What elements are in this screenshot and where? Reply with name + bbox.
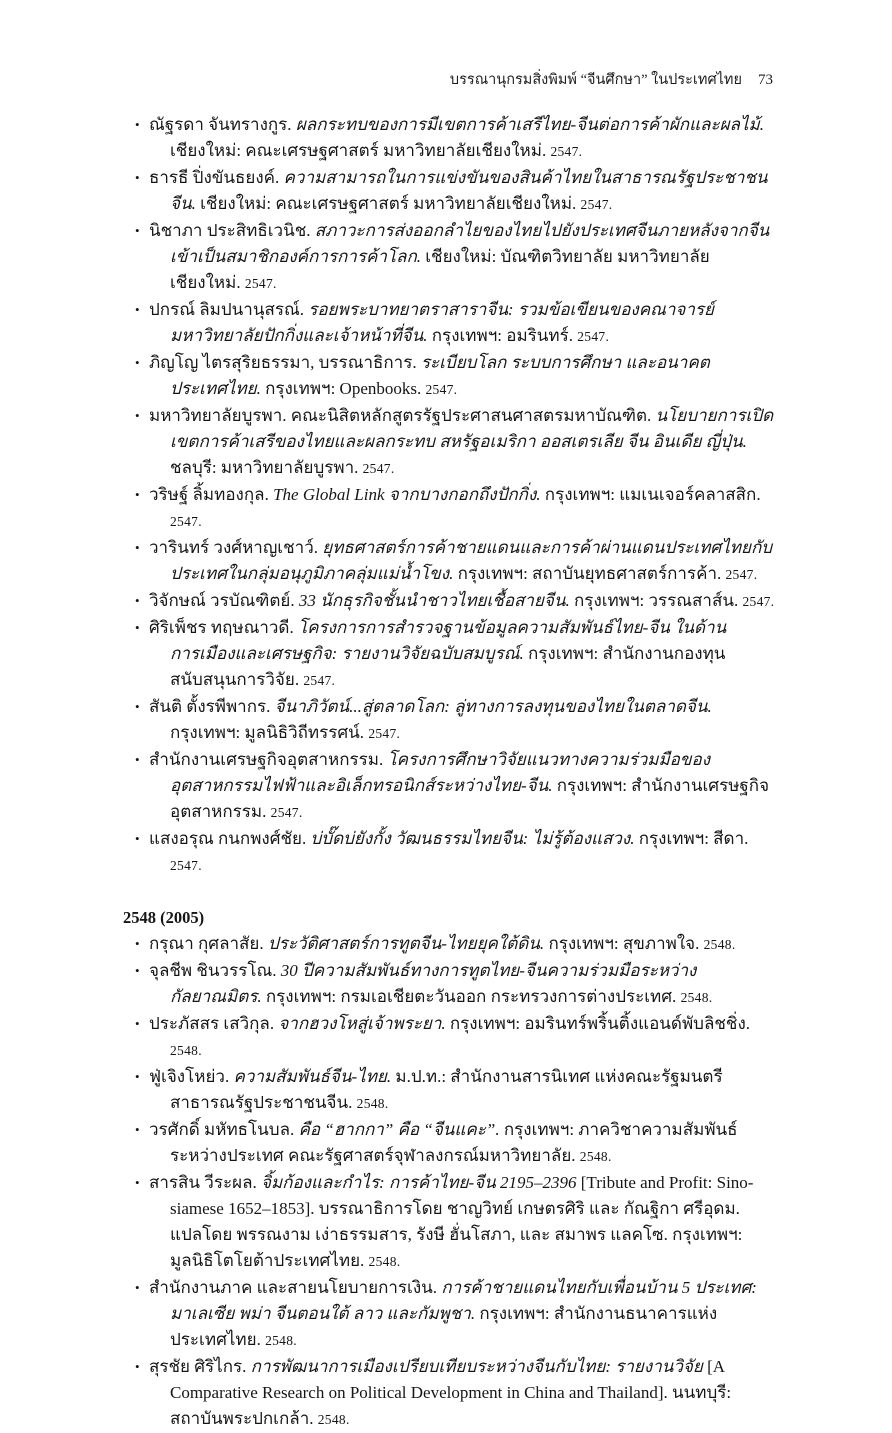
entry-segment-italic: ยุทธศาสตร์การค้าชายแดนและการค้าผ่านแดนประเทศไทยกับประเทศในกลุ่มอนุภูมิภาคลุ่มแม่น้ำโขง. <box>170 538 773 583</box>
entry-segment-year: 2547. <box>725 567 758 582</box>
entry-segment-year: 2547. <box>270 805 303 820</box>
entry-segment-italic: ผลกระทบของการมีเขตการค้าเสรีไทย-จีนต่อการค้าผักและผลไม้. <box>295 115 764 134</box>
entry-segment-regular: จุลชีพ ชินวรรโณ. <box>149 961 281 980</box>
entry-segment-italic: จีนาภิวัตน์...สู่ตลาดโลก: ลู่ทางการลงทุนของไทยในตลาดจีน. <box>274 697 712 716</box>
entry-segment-year: 2548. <box>680 990 713 1005</box>
bibliography-entry <box>123 1354 775 1433</box>
entry-segment-regular: วารินทร์ วงศ์หาญเชาว์. <box>149 538 323 557</box>
bullet-icon: • <box>135 593 140 608</box>
entry-segment-italic: สภาวะการส่งออกลำไยของไทยไปยังประเทศจีนภายหลังจากจีนเข้าเป็นสมาชิกองค์การการค้าโลก. <box>170 221 770 266</box>
entry-segment-regular: กรุงเทพฯ: กรมเอเชียตะวันออก กระทรวงการต่างประเทศ. <box>261 987 681 1006</box>
entry-segment-regular: ณัฐรดา จันทรางกูร. <box>149 115 296 134</box>
entry-segment-regular: กรุงเทพฯ: อมรินทร์พริ้นติ้งแอนด์พับลิชชิ่ง. <box>445 1014 751 1033</box>
bullet-icon: • <box>135 1175 140 1190</box>
entry-segment-regular: [Tribute and Profit: Sino-siamese 1652–1853]. บรรณาธิการโดย ชาญวิทย์ เกษตรศิริ และ กัณฐิกา ศรีอุดม. แปลโดย พรรณงาม เง่าธรรมสาร, รังษี ฮั่นโสภา, และ สมาพร แลคโซ. กรุงเทพฯ: มูลนิธิโตโยต้าประเทศไทย. <box>170 1173 754 1270</box>
entry-segment-regular: ปกรณ์ ลิมปนานุสรณ์. <box>149 300 309 319</box>
entry-segment-regular: ประภัสสร เสวิกุล. <box>149 1014 279 1033</box>
entry-segment-italic: การพัฒนาการเมืองเปรียบเทียบระหว่างจีนกับไทย: รายงานวิจัย <box>250 1357 703 1376</box>
entry-segment-regular: สันติ ตั้งรพีพากร. <box>149 697 275 716</box>
bibliography-entry <box>123 218 775 297</box>
entry-segment-regular: เชียงใหม่: คณะเศรษฐศาสตร์ มหาวิทยาลัยเชียงใหม่. <box>170 141 551 160</box>
bibliography-entry <box>123 931 775 958</box>
entry-segment-year: 2548. <box>703 937 736 952</box>
entry-segment-regular: กรุงเทพฯ: วรรณสาส์น. <box>569 591 743 610</box>
bibliography-entry <box>123 588 775 615</box>
entry-segment-regular: กรุณา กุศลาสัย. <box>149 934 268 953</box>
running-header-title: บรรณานุกรมสิ่งพิมพ์ “จีนศึกษา” ในประเทศไทย <box>449 72 742 88</box>
bibliography-entry <box>123 535 775 588</box>
entry-segment-regular: กรุงเทพฯ: สุขภาพใจ. <box>544 934 704 953</box>
page-number: 73 <box>758 72 773 88</box>
entry-segment-regular: สำนักงานภาค และสายนโยบายการเงิน. <box>149 1278 442 1297</box>
entry-segment-year: 2548. <box>368 1254 401 1269</box>
entry-segment-year: 2548. <box>356 1096 389 1111</box>
entry-segment-italic: 30 ปีความสัมพันธ์ทางการทูตไทย-จีนความร่วมมือระหว่างกัลยาณมิตร. <box>170 961 697 1006</box>
entry-segment-regular: ศิริเพ็ชร ทฤษณาวดี. <box>149 618 298 637</box>
bibliography-entry <box>123 958 775 1011</box>
entry-segment-italic: จิ้มก้องและกำไร: การค้าไทย-จีน 2195–2396 <box>261 1173 577 1192</box>
entry-segment-regular: วิจักษณ์ วรบัณฑิตย์. <box>149 591 299 610</box>
entry-segment-year: 2547. <box>550 144 583 159</box>
section-heading: 2548 (2005) <box>123 908 205 927</box>
bullet-icon: • <box>135 302 140 317</box>
entry-segment-italic: โครงการศึกษาวิจัยแนวทางความร่วมมือของอุตสาหกรรมไฟฟ้าและอิเล็กทรอนิกส์ระหว่างไทย-จีน. <box>170 750 711 795</box>
bibliography-entry <box>123 165 775 218</box>
bullet-icon: • <box>135 936 140 951</box>
entry-segment-regular: กรุงเทพฯ: Openbooks. <box>260 379 426 398</box>
bibliography-entry <box>123 615 775 694</box>
entry-segment-italic: ระเบียบโลก ระบบการศึกษา และอนาคตประเทศไทย. <box>170 353 710 398</box>
entry-segment-italic: ประวัติศาสตร์การทูตจีน-ไทยยุคใต้ดิน. <box>267 934 545 953</box>
entry-segment-regular: กรุงเทพฯ: สีดา. <box>634 829 749 848</box>
entry-segment-italic: นโยบายการเปิดเขตการค้าเสรีของไทยและผลกระทบ สหรัฐอเมริกา ออสเตรเลีย จีน อินเดีย ญี่ปุ่น. <box>170 406 774 451</box>
entry-segment-regular: กรุงเทพฯ: สถาบันยุทธศาสตร์การค้า. <box>453 564 726 583</box>
entry-segment-italic: ความสัมพันธ์จีน-ไทย. <box>233 1067 392 1086</box>
entry-segment-regular: ม.ป.ท.: สำนักงานสารนิเทศ แห่งคณะรัฐมนตรีสาธารณรัฐประชาชนจีน. <box>170 1067 723 1112</box>
entry-segment-year: 2547. <box>170 858 202 873</box>
entry-segment-italic: คือ “ฮากกา” คือ “จีนแคะ”. <box>298 1120 500 1139</box>
bullet-icon: • <box>135 487 140 502</box>
bullet-icon: • <box>135 540 140 555</box>
entry-segment-italic: The Global Link จากบางกอกถึงปักกิ่ง. <box>273 485 541 504</box>
bullet-icon: • <box>135 752 140 767</box>
bullet-icon: • <box>135 1359 140 1374</box>
entry-segment-regular: เชียงใหม่: คณะเศรษฐศาสตร์ มหาวิทยาลัยเชียงใหม่. <box>195 194 581 213</box>
entry-segment-italic: โครงการการสำรวจฐานข้อมูลความสัมพันธ์ไทย-จีน ในด้านการเมืองและเศรษฐกิจ: รายงานวิจัยฉบับสมบูรณ์. <box>170 618 727 663</box>
entry-segment-year: 2547. <box>580 197 613 212</box>
entry-segment-regular: กรุงเทพฯ: สำนักงานเศรษฐกิจอุตสาหกรรม. <box>170 776 770 821</box>
entry-segment-year: 2547. <box>170 514 202 529</box>
bullet-icon: • <box>135 117 140 132</box>
entry-segment-regular: ภิญโญ ไตรสุริยธรรมา, บรรณาธิการ. <box>149 353 421 372</box>
entry-segment-regular: แสงอรุณ กนกพงศ์ชัย. <box>149 829 311 848</box>
entry-segment-regular: ชลบุรี: มหาวิทยาลัยบูรพา. <box>170 458 363 477</box>
entry-segment-year: 2548. <box>317 1412 350 1427</box>
entry-segment-year: 2547. <box>362 461 395 476</box>
entry-segment-regular: วรศักดิ์ มหัทธโนบล. <box>149 1120 299 1139</box>
entry-segment-year: 2547. <box>742 594 775 609</box>
bibliography-entry <box>123 694 775 747</box>
bullet-icon: • <box>135 1122 140 1137</box>
entry-segment-regular: สารสิน วีระผล. <box>149 1173 261 1192</box>
bibliography-entry <box>123 1064 775 1117</box>
entry-segment-regular: สำนักงานเศรษฐกิจอุตสาหกรรม. <box>149 750 388 769</box>
entry-segment-regular: ธารธี ปิ่งขันธยงค์. <box>149 168 284 187</box>
entry-segment-year: 2547. <box>303 673 336 688</box>
entry-segment-regular: สุรชัย ศิริไกร. <box>149 1357 251 1376</box>
bibliography-entry <box>123 297 775 350</box>
bullet-icon: • <box>135 963 140 978</box>
entry-segment-regular: เชียงใหม่: บัณฑิตวิทยาลัย มหาวิทยาลัยเชียงใหม่. <box>170 247 710 292</box>
bullet-icon: • <box>135 1069 140 1084</box>
entry-segment-italic: การค้าชายแดนไทยกับเพื่อนบ้าน 5 ประเทศ: มาเลเซีย พม่า จีนตอนใต้ ลาว และกัมพูชา. <box>170 1278 757 1323</box>
entry-segment-regular: ฟู่เจิงโหย่ว. <box>149 1067 234 1086</box>
entry-segment-regular: [A Comparative Research on Political Development in China and Thailand]. นนทบุรี: สถาบันพระปกเกล้า. <box>170 1357 732 1428</box>
entry-segment-regular: กรุงเทพฯ: แมเนเจอร์คลาสสิก. <box>540 485 761 504</box>
bullet-icon: • <box>135 831 140 846</box>
entry-segment-regular: นิชาภา ประสิทธิเวนิช. <box>149 221 315 240</box>
bullet-icon: • <box>135 170 140 185</box>
entry-segment-regular: กรุงเทพฯ: อมรินทร์. <box>427 326 578 345</box>
entry-segment-italic: จากฮวงโหสู่เจ้าพระยา. <box>278 1014 446 1033</box>
bibliography-entry <box>123 747 775 826</box>
entry-segment-italic: ความสามารถในการแข่งขันของสินค้าไทยในสาธารณรัฐประชาชนจีน. <box>170 168 768 213</box>
entry-segment-regular: มหาวิทยาลัยบูรพา. คณะนิสิตหลักสูตรรัฐประศาสนศาสตรมหาบัณฑิต. <box>149 406 656 425</box>
bibliography-entry <box>123 403 775 482</box>
entry-segment-year: 2548. <box>170 1043 202 1058</box>
bibliography-entry <box>123 1170 775 1275</box>
entry-segment-regular: กรุงเทพฯ: มูลนิธิวิถีทรรศน์. <box>170 723 369 742</box>
bibliography <box>123 112 775 1433</box>
bibliography-entry <box>123 826 775 879</box>
bullet-icon: • <box>135 699 140 714</box>
entry-segment-regular: กรุงเทพฯ: ภาควิชาความสัมพันธ์ระหว่างประเทศ คณะรัฐศาสตร์จุฬาลงกรณ์มหาวิทยาลัย. <box>170 1120 738 1165</box>
running-header <box>123 70 773 90</box>
bibliography-entry <box>123 1275 775 1354</box>
entry-segment-year: 2547. <box>425 382 458 397</box>
entry-segment-year: 2548. <box>579 1149 612 1164</box>
entry-segment-year: 2548. <box>265 1333 297 1348</box>
entry-segment-regular: วริษฐ์ ลิ้มทองกุล. <box>149 485 274 504</box>
bibliography-entry <box>123 350 775 403</box>
entry-segment-year: 2547. <box>368 726 401 741</box>
bibliography-entry <box>123 112 775 165</box>
bullet-icon: • <box>135 620 140 635</box>
bullet-icon: • <box>135 1280 140 1295</box>
bullet-icon: • <box>135 355 140 370</box>
bibliography-entry <box>123 1117 775 1170</box>
bullet-icon: • <box>135 223 140 238</box>
bullet-icon: • <box>135 408 140 423</box>
entry-segment-italic: บ่บั๊ดบ่ยังกั้ง วัฒนธรรมไทยจีน: ไม่รู้ต้องแสวง. <box>310 829 635 848</box>
entry-segment-year: 2547. <box>244 276 277 291</box>
entry-segment-year: 2547. <box>577 329 610 344</box>
entry-segment-italic: 33 นักธุรกิจชั้นนำชาวไทยเชื้อสายจีน. <box>298 591 570 610</box>
bibliography-entry <box>123 482 775 535</box>
entry-segment-regular: กรุงเทพฯ: สำนักงานธนาคารแห่งประเทศไทย. <box>170 1304 718 1349</box>
entry-segment-regular: กรุงเทพฯ: สำนักงานกองทุนสนับสนุนการวิจัย. <box>170 644 726 689</box>
bullet-icon: • <box>135 1016 140 1031</box>
entry-segment-italic: รอยพระบาทยาตราสาราจีน: รวมข้อเขียนของคณาจารย์มหาวิทยาลัยปักกิ่งและเจ้าหน้าที่จีน. <box>170 300 714 345</box>
bibliography-entry <box>123 1011 775 1064</box>
